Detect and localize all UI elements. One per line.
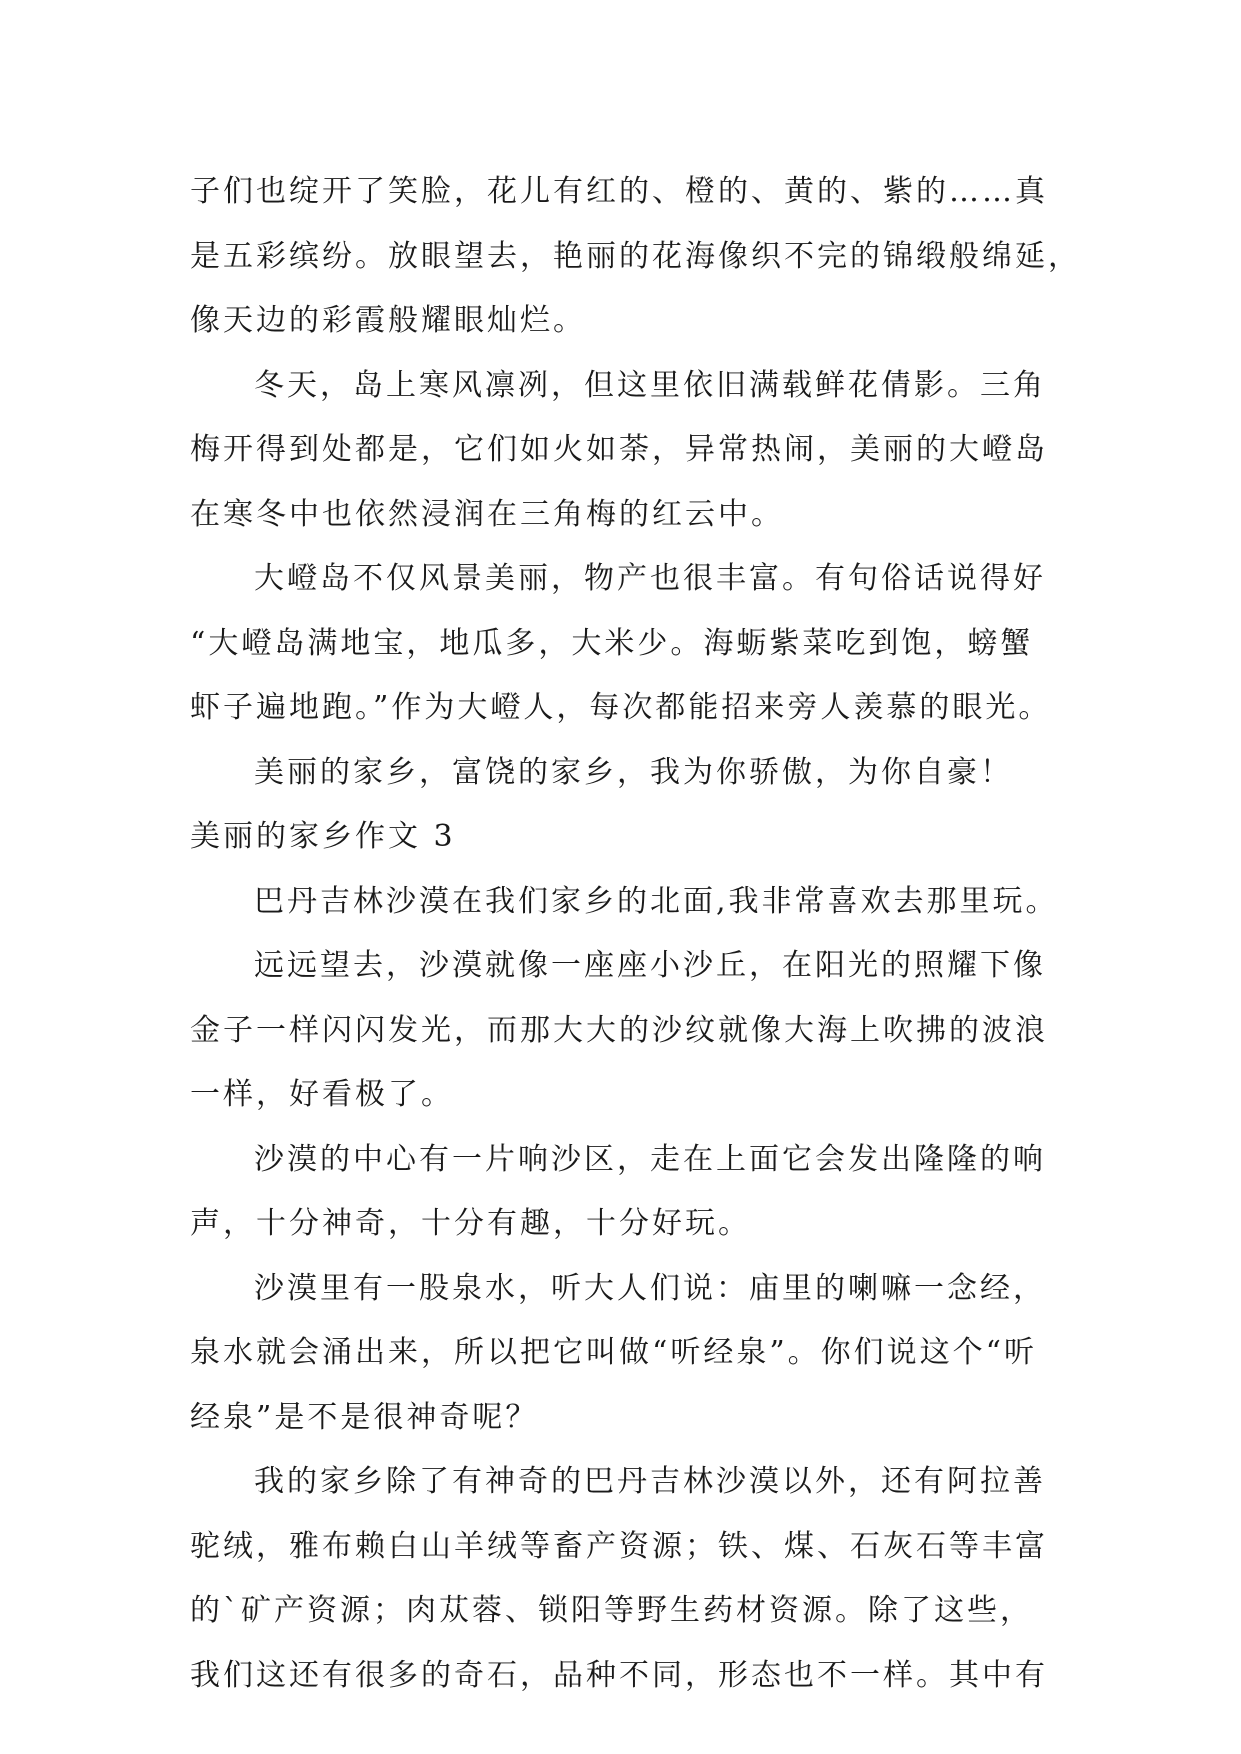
text-line: 像天边的彩霞般耀眼灿烂。: [190, 303, 586, 338]
text-line: 声，十分神奇，十分有趣，十分好玩。: [190, 1206, 751, 1241]
text-line: 是五彩缤纷。放眼望去，艳丽的花海像织不完的锦缎般绵延，: [190, 238, 1081, 274]
text-line: 的`矿产资源；肉苁蓉、锁阳等野生药材资源。除了这些，: [190, 1593, 1033, 1628]
document-body: [190, 160, 1090, 1708]
text-line: 子们也绽开了笑脸，花儿有红的、橙的、黄的、紫的……真: [190, 174, 1048, 209]
text-line: 巴丹吉林沙漠在我们家乡的北面,我非常喜欢去那里玩。: [254, 883, 1059, 919]
text-line: 我们这还有很多的奇石，品种不同，形态也不一样。其中有: [190, 1657, 1048, 1693]
text-line: 梅开得到处都是，它们如火如荼，异常热闹，美丽的大嶝岛: [190, 432, 1048, 467]
text-line: 冬天，岛上寒风凛冽，但这里依旧满载鲜花倩影。三角: [254, 367, 1046, 403]
text-line: “大嶝岛满地宝，地瓜多，大米少。海蛎紫菜吃到饱，螃蟹: [190, 625, 1034, 661]
text-line: 在寒冬中也依然浸润在三角梅的红云中。: [190, 496, 784, 532]
text-line: 一样，好看极了。: [190, 1077, 454, 1112]
text-line: 经泉”是不是很神奇呢？: [190, 1399, 539, 1435]
text-line: 美丽的家乡，富饶的家乡，我为你骄傲，为你自豪！: [254, 754, 1013, 790]
text-line: 泉水就会涌出来，所以把它叫做“听经泉”。你们说这个“听: [190, 1335, 1038, 1370]
text-line: 我的家乡除了有神奇的巴丹吉林沙漠以外，还有阿拉善: [254, 1464, 1046, 1499]
text-line: 沙漠里有一股泉水，听大人们说：庙里的喇嘛一念经，: [254, 1270, 1046, 1306]
text-line: 驼绒，雅布赖白山羊绒等畜产资源；铁、煤、石灰石等丰富: [190, 1528, 1048, 1564]
text-line: 金子一样闪闪发光，而那大大的沙纹就像大海上吹拂的波浪: [190, 1012, 1048, 1048]
text-line: 沙漠的中心有一片响沙区，走在上面它会发出隆隆的响: [254, 1141, 1046, 1177]
text-line: 远远望去，沙漠就像一座座小沙丘，在阳光的照耀下像: [254, 948, 1046, 983]
text-line: 大嶝岛不仅风景美丽，物产也很丰富。有句俗话说得好: [254, 561, 1046, 596]
text-line: 虾子遍地跑。”作为大嶝人，每次都能招来旁人羡慕的眼光。: [190, 690, 1052, 725]
section-title: 美丽的家乡作文 3: [190, 819, 456, 854]
